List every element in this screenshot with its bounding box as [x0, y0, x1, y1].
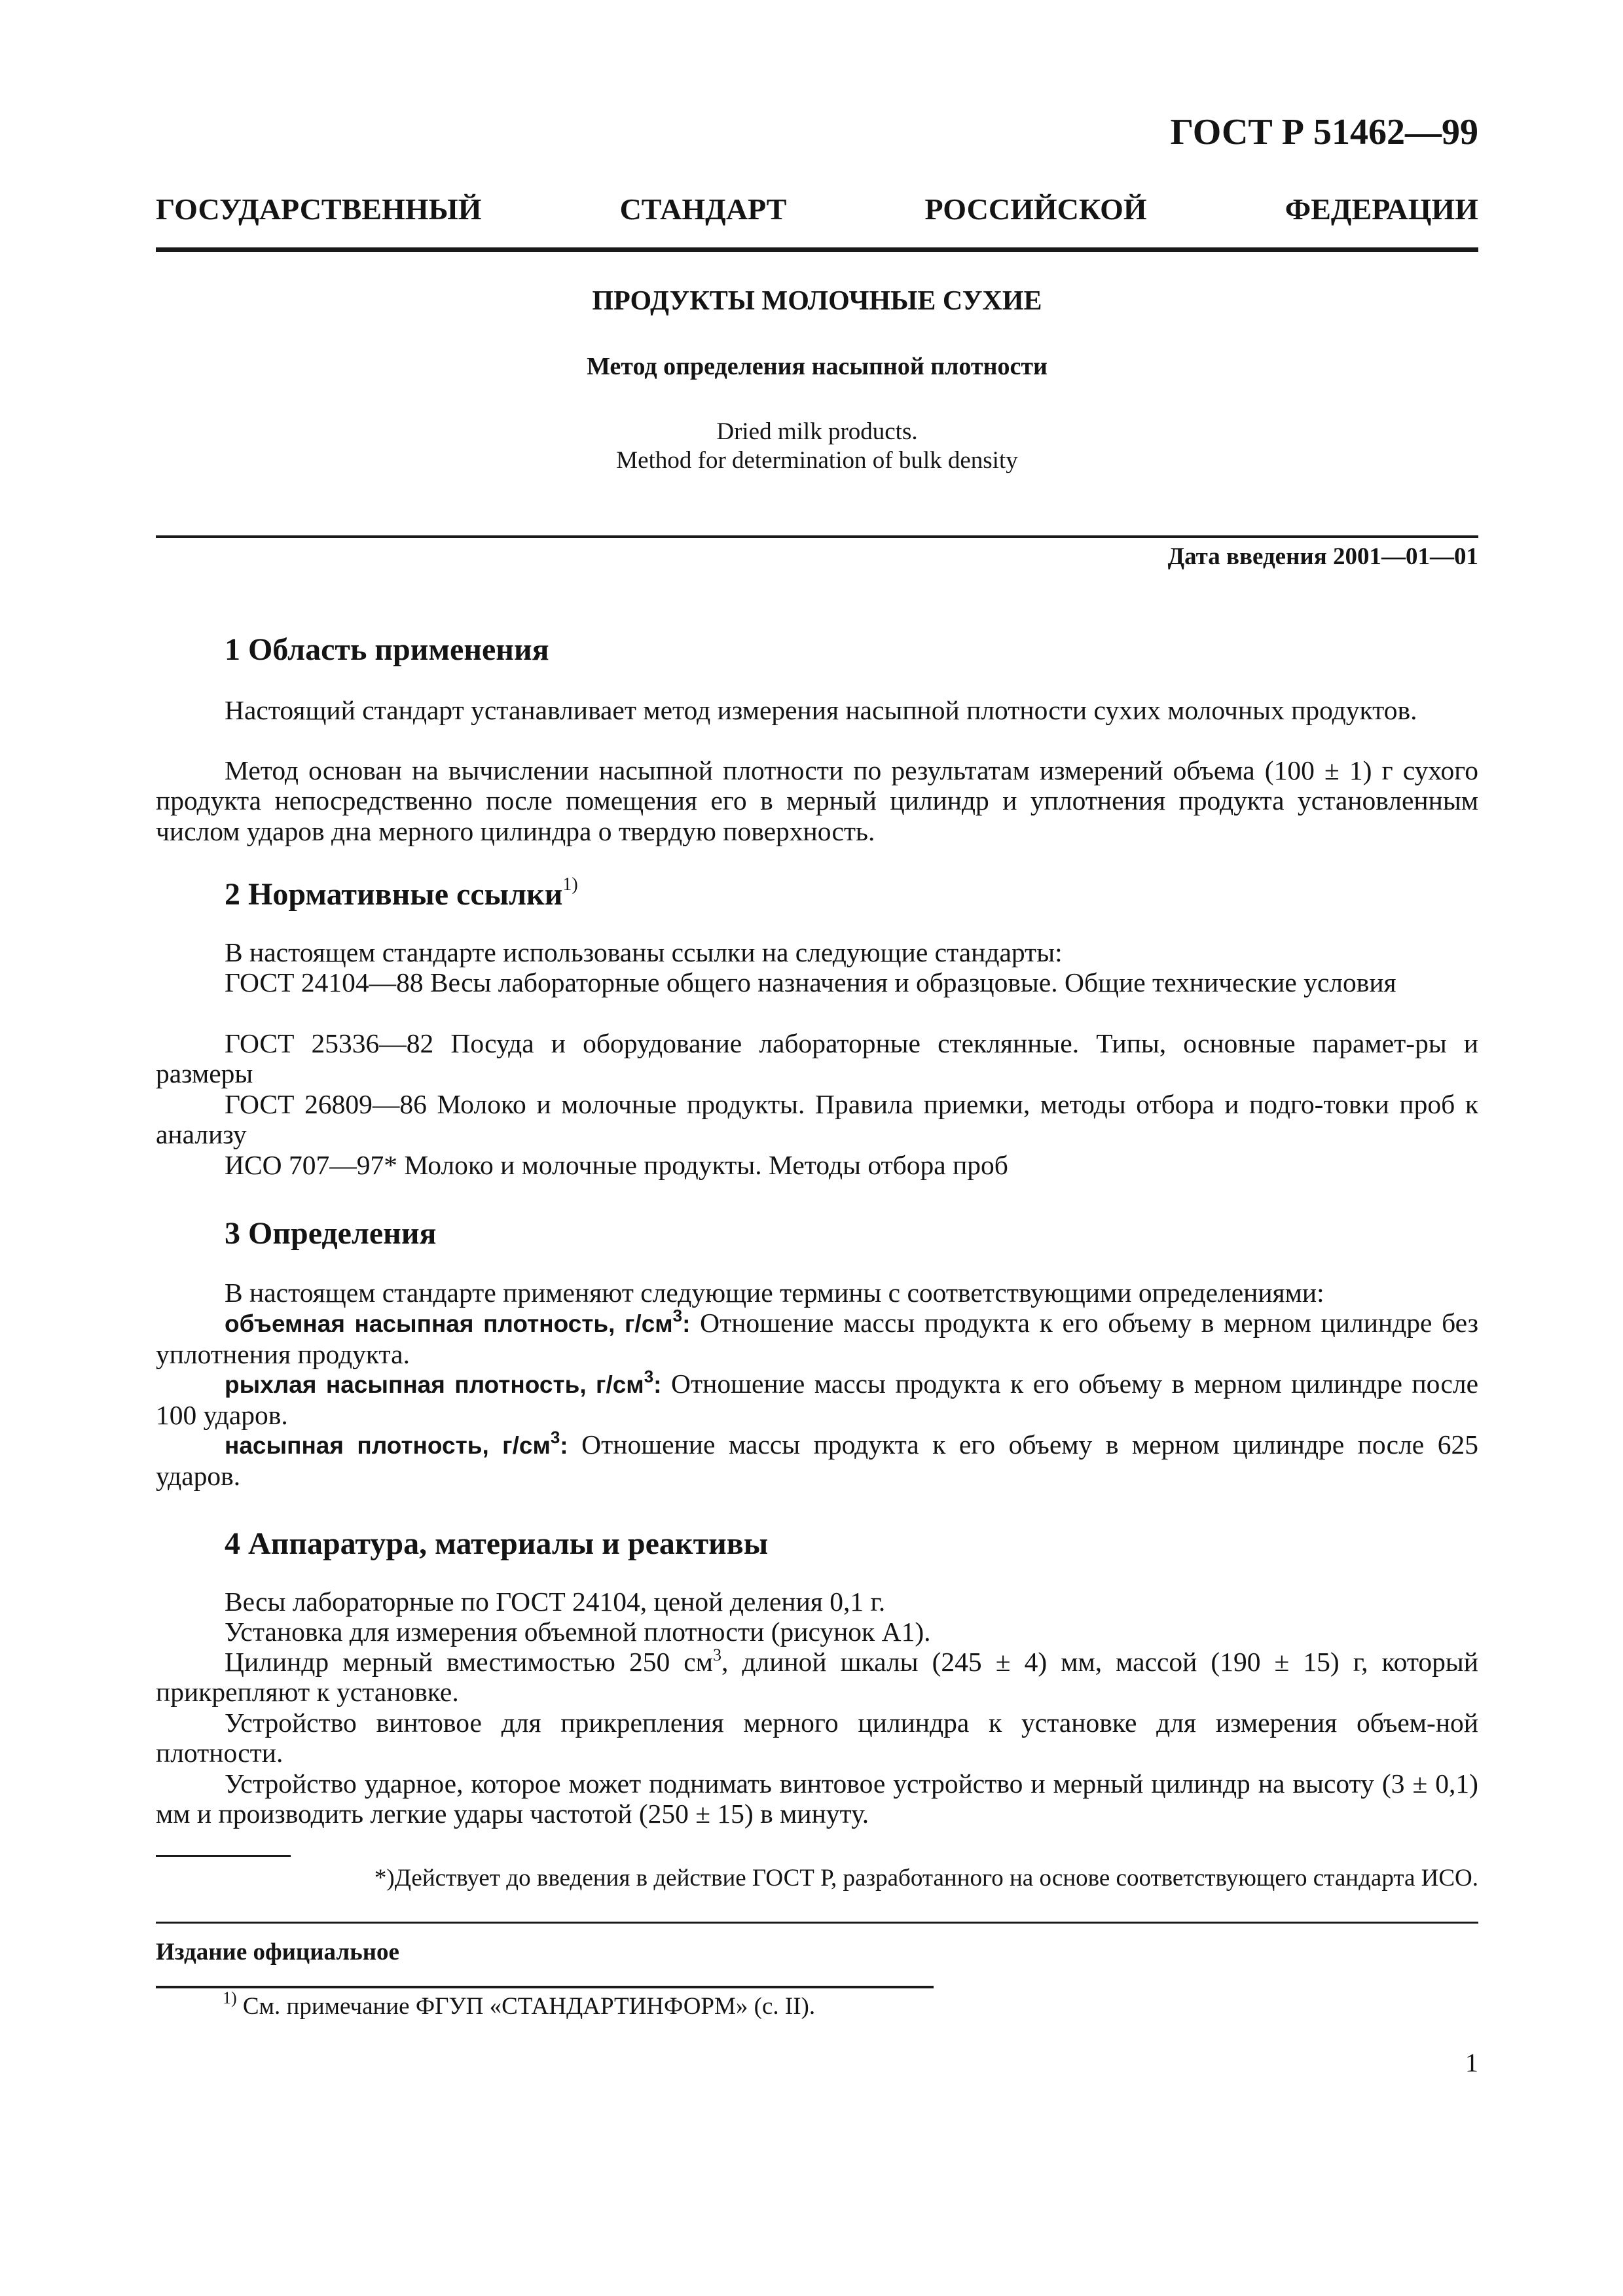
footnote-1-separator	[156, 1986, 934, 1988]
footnote-1-text: См. примечание ФГУП «СТАНДАРТИНФОРМ» (с. II).	[236, 1993, 816, 2020]
footnote-ref-1: 1)	[562, 874, 578, 895]
definition-item	[156, 1429, 1478, 1492]
footnote-1-mark: 1)	[223, 1988, 237, 2007]
section-4-heading: 4 Аппаратура, материалы и реактивы	[225, 1526, 769, 1561]
official-edition: Издание официальное	[156, 1939, 399, 1965]
definition-term: объемная насыпная плотность, $г/см^3$:	[225, 1306, 691, 1337]
header-rule	[156, 247, 1478, 252]
definition-text: Отношение массы продукта к его объему в мерном цилиндре без уплотнения продукта.	[156, 1308, 1478, 1370]
english-title-line-2: Method for determination of bulk density	[616, 447, 1018, 474]
standard-designation: ГОСТ Р 51462—99	[1170, 112, 1478, 152]
footnote-1	[223, 1988, 816, 2021]
page-number: 1	[1465, 2048, 1478, 2077]
definition-term: насыпная плотность, $г/см^3$:	[225, 1427, 568, 1459]
definition-term: рыхлая насыпная плотность, $г/см^3$:	[225, 1367, 662, 1398]
section-2-heading	[225, 876, 578, 914]
section-4-paragraph-5: Устройство ударное, которое может поднимать винтовое устройство и мерный цилиндр на высоту (3 ± 0,1) мм и производить легкие удары частотой (250 ± 15) в минуту.	[156, 1768, 1478, 1829]
title-rule	[156, 535, 1478, 538]
document-title: ПРОДУКТЫ МОЛОЧНЫЕ СУХИЕ	[592, 286, 1042, 316]
section-2-heading-text: 2 Нормативные ссылки	[225, 877, 563, 912]
definition-item	[156, 1369, 1478, 1431]
section-4-paragraph-1: Весы лабораторные по ГОСТ 24104, ценой деления 0,1 г.	[225, 1587, 886, 1617]
footnote-star: *)Действует до введения в действие ГОСТ Р, разработанного на основе соответствующего стандарта ИСО.	[374, 1865, 1478, 1892]
introduction-date: Дата введения 2001—01—01	[1167, 543, 1478, 570]
reference-item: ГОСТ 24104—88 Весы лабораторные общего назначения и образцовые. Общие технические условия	[225, 967, 1396, 997]
english-title-line-1: Dried milk products.	[716, 418, 918, 445]
reference-item: ГОСТ 25336—82 Посуда и оборудование лабораторные стеклянные. Типы, основные парамет-ры и размеры	[156, 1028, 1478, 1089]
section-3-heading: 3 Определения	[225, 1216, 437, 1251]
section-4-paragraph-3: Цилиндр мерный вместимостью 250 $см^3$, длиной шкалы (245 ± 4) мм, массой (190 ± 15) г, который прикрепляют к установке.	[156, 1645, 1478, 1708]
section-4-paragraph-4: Устройство винтовое для прикрепления мерного цилиндра к установке для измерения объем-ной плотности.	[156, 1708, 1478, 1768]
section-1-heading: 1 Область применения	[225, 632, 549, 667]
state-standard-title: ГОСУДАРСТВЕННЫЙ СТАНДАРТ РОССИЙСКОЙ ФЕДЕРАЦИИ	[156, 192, 1478, 226]
section-4-paragraph-2: Установка для измерения объемной плотности (рисунок А1).	[225, 1617, 931, 1647]
reference-item: ГОСТ 26809—86 Молоко и молочные продукты. Правила приемки, методы отбора и подго-товки проб к анализу	[156, 1089, 1478, 1150]
section-1-paragraph-2: Метод основан на вычислении насыпной плотности по результатам измерений объема (100 ± 1) г сухого продукта непосредственно после помещения его в мерный цилиндр и уплотнения продукта установленным числом ударов дна мерного цилиндра о твердую поверхность.	[156, 755, 1478, 846]
section-3-intro: В настоящем стандарте применяют следующие термины с соответствующими определениями:	[225, 1278, 1324, 1308]
official-rule	[156, 1922, 1478, 1924]
definition-item	[156, 1308, 1478, 1370]
definition-text: Отношение массы продукта к его объему в мерном цилиндре после 625 ударов.	[156, 1429, 1479, 1492]
footnote-separator	[156, 1855, 291, 1857]
section-2-intro: В настоящем стандарте использованы ссылки на следующие стандарты:	[225, 937, 1063, 967]
reference-item: ИСО 707—97* Молоко и молочные продукты. Методы отбора проб	[225, 1150, 1008, 1180]
section-1-paragraph-1: Настоящий стандарт устанавливает метод измерения насыпной плотности сухих молочных продуктов.	[225, 695, 1417, 725]
document-subtitle: Метод определения насыпной плотности	[587, 353, 1048, 380]
definition-text: Отношение массы продукта к его объему в мерном цилиндре после 100 ударов.	[156, 1369, 1479, 1431]
